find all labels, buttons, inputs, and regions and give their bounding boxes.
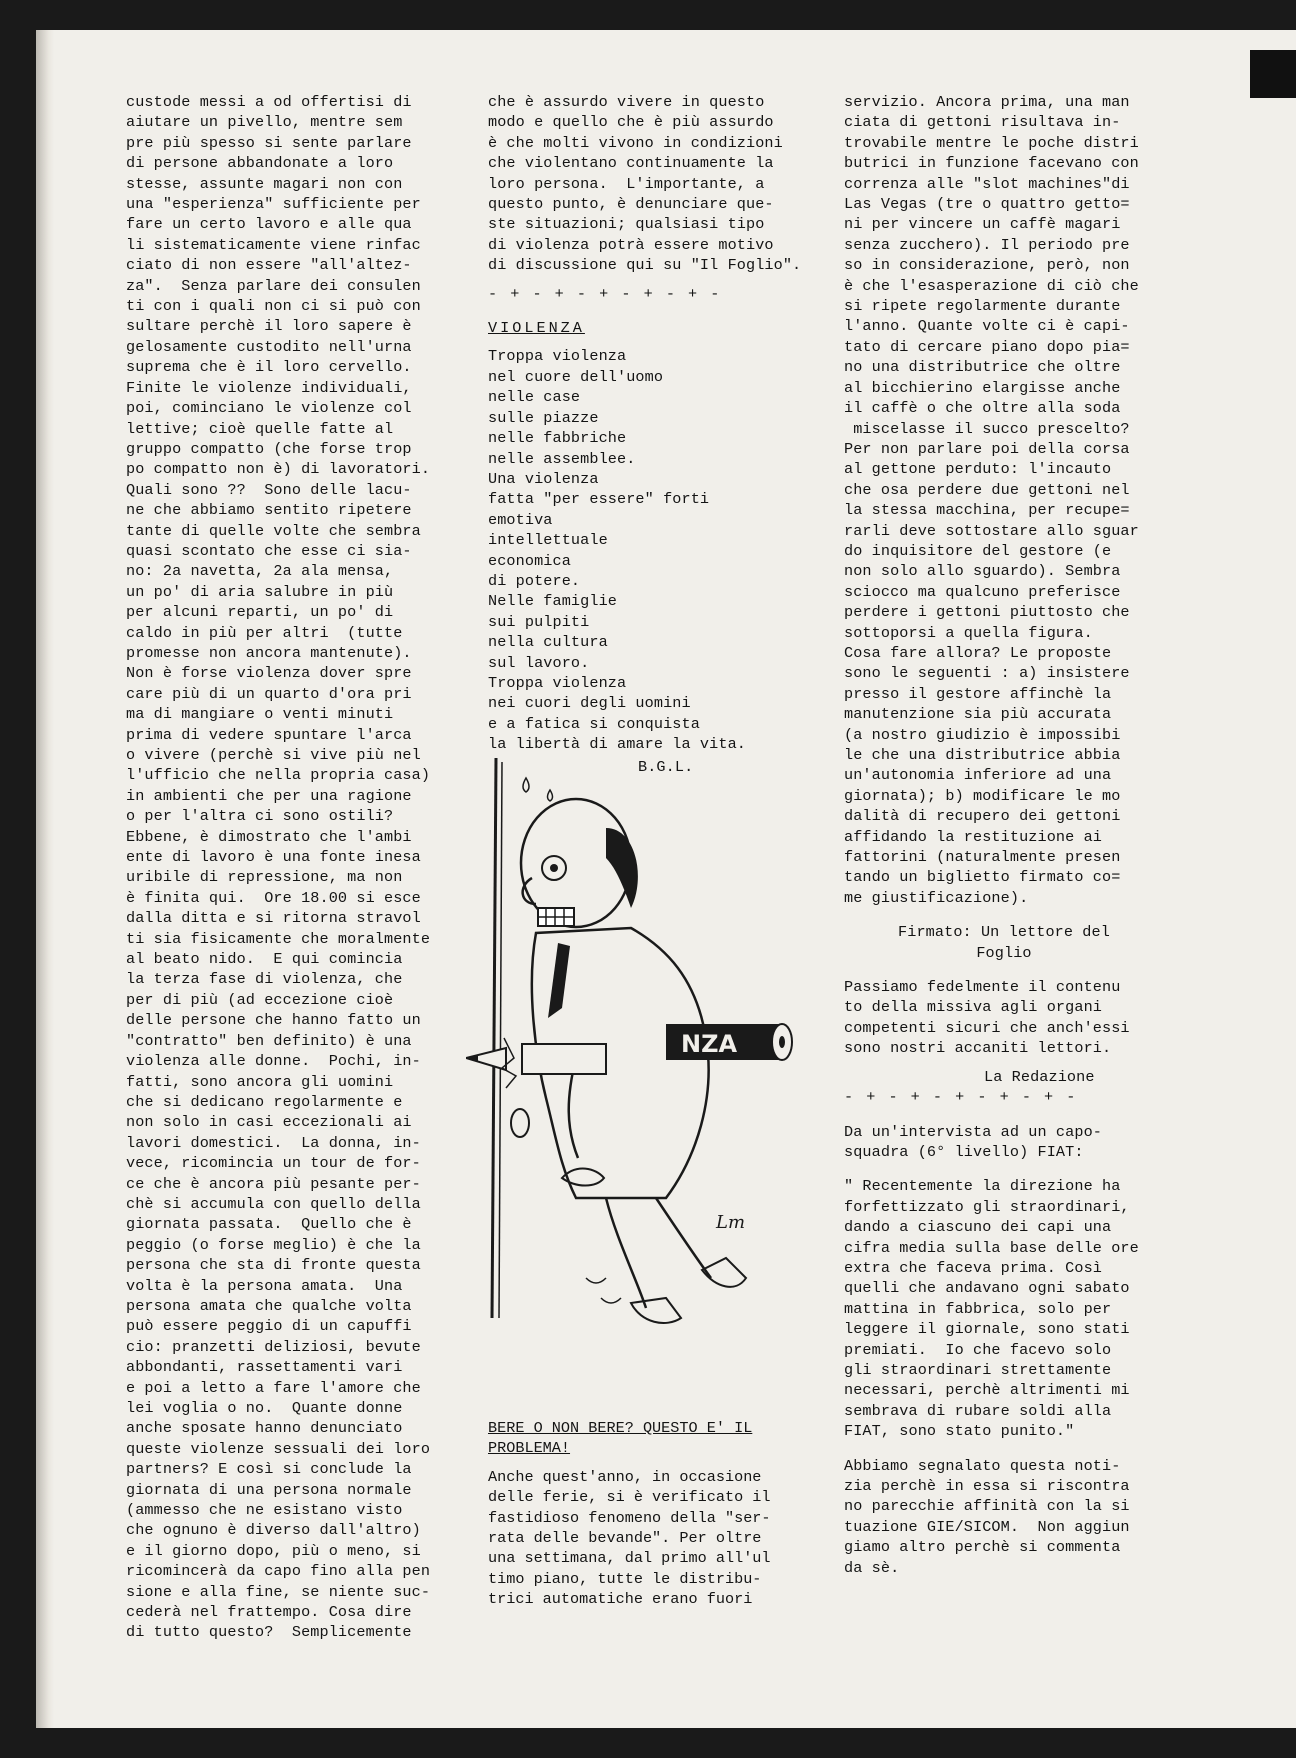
text-line: senza zucchero). Il periodo pre: [844, 235, 1130, 254]
text-line: non solo in casi eccezionali ai: [126, 1113, 412, 1132]
text-line: tante di quelle volte che sembra: [126, 521, 421, 540]
text-line: al bicchierino elargisse anche: [844, 378, 1121, 397]
article-heading: [488, 1418, 808, 1459]
text-line: l'anno. Quante volte ci è capi-: [844, 317, 1130, 336]
text-line: sultare perchè il loro sapere è: [126, 317, 412, 336]
poem-signature: B.G.L.: [638, 757, 694, 776]
text-line: tato di cercare piano dopo pia=: [844, 337, 1130, 356]
text-line: per di più (ad eccezione cioè: [126, 990, 394, 1009]
text-line: al beato nido. E qui comincia: [126, 950, 403, 969]
text-line: Abbiamo segnalato questa noti-: [844, 1456, 1121, 1475]
text-line: zia perchè in essa si riscontra: [844, 1477, 1130, 1495]
text-line: ciata di gettoni risultava in-: [844, 113, 1121, 132]
poem-line: nei cuori degli uomini: [488, 694, 691, 713]
redazione-signature: La Redazione: [984, 1067, 1095, 1086]
text-line: da sè.: [844, 1558, 900, 1577]
column-3-text-c: [844, 1122, 1164, 1163]
poem-line: fatta "per essere" forti: [488, 490, 710, 509]
text-line: e poi a letto a fare l'amore che: [126, 1378, 421, 1397]
quote-line: necessari, perchè altrimenti mi: [844, 1381, 1130, 1400]
text-line: ciato di non essere "all'altez-: [126, 256, 412, 275]
text-line: Per non parlare poi della corsa: [844, 439, 1130, 458]
poem-line: Una violenza: [488, 469, 599, 488]
text-line: violenza alle donne. Pochi, in-: [126, 1052, 421, 1071]
text-line: il caffè o che oltre alla soda: [844, 399, 1121, 418]
text-line: anche sposate hanno denunciato: [126, 1419, 403, 1438]
poem-line: sui pulpiti: [488, 612, 590, 631]
text-line: che ognuno è diverso dall'altro): [126, 1521, 421, 1540]
poem-line: nelle case: [488, 388, 581, 407]
pencil-label: NZA: [681, 1030, 738, 1058]
poem-line: sul lavoro.: [488, 653, 590, 672]
text-line: giornata di una persona normale: [126, 1480, 412, 1499]
text-line: ti sia fisicamente che moralmente: [126, 929, 431, 948]
text-line: Da un'intervista ad un capo-: [844, 1122, 1102, 1141]
poem-title: VIOLENZA: [488, 319, 585, 338]
text-line: prima di vedere spuntare l'arca: [126, 725, 412, 744]
quote-line: premiati. Io che facevo solo: [844, 1340, 1112, 1359]
text-line: persona amata che qualche volta: [126, 1296, 412, 1315]
text-line: che è assurdo vivere in questo: [488, 93, 765, 111]
text-line: so in considerazione, però, non: [844, 256, 1130, 275]
quote-line: extra che faceva prima. Così: [844, 1258, 1102, 1277]
column-2-bottom-article: [488, 1418, 808, 1610]
text-line: e il giorno dopo, più o meno, si: [126, 1541, 421, 1560]
text-line: do inquisitore del gestore (e: [844, 541, 1112, 560]
text-line: fare un certo lavoro e alle qua: [126, 215, 412, 234]
poem-line: sulle piazze: [488, 408, 599, 427]
text-line: correnza alle "slot machines"di: [844, 174, 1130, 193]
text-line: "contratto" ben definito) è una: [126, 1031, 412, 1050]
text-line: trovabile mentre le poche distri: [844, 133, 1139, 152]
text-line: giornata); b) modificare le mo: [844, 786, 1121, 805]
page-fold-shadow: [36, 30, 54, 1728]
text-line: può essere peggio di un capuffi: [126, 1317, 412, 1336]
quote-line: dando a ciascuno dei capi una: [844, 1218, 1112, 1237]
text-line: Ebbene, è dimostrato che l'ambi: [126, 827, 412, 846]
text-line: partners? E così si conclude la: [126, 1460, 412, 1479]
text-line: manutenzione sia più accurata: [844, 705, 1112, 724]
text-line: custode messi a od offertisi di: [126, 93, 412, 111]
text-line: delle persone che hanno fatto un: [126, 1011, 421, 1030]
column-1-text: [126, 92, 436, 1643]
poem-line: nel cuore dell'uomo: [488, 367, 664, 386]
text-line: dalla ditta e si ritorna stravol: [126, 909, 421, 928]
registration-mark: [1250, 30, 1296, 98]
text-line: fatti, sono ancora gli uomini: [126, 1072, 394, 1091]
text-line: (ammesso che ne esistano visto: [126, 1501, 403, 1520]
poem-line: nelle fabbriche: [488, 429, 627, 448]
signature-line: Foglio: [976, 943, 1032, 962]
text-line: ce che è ancora più pesante per-: [126, 1174, 421, 1193]
text-line: Finite le violenze individuali,: [126, 378, 412, 397]
text-line: ente di lavoro è una fonte inesa: [126, 848, 421, 867]
text-line: rata delle bevande". Per oltre: [488, 1529, 762, 1548]
text-line: le che una distributrice abbia: [844, 746, 1121, 764]
text-line: Anche quest'anno, in occasione: [488, 1467, 762, 1486]
text-line: uribile di repressione, ma non: [126, 868, 403, 887]
text-line: ricomincerà da capo fino alla pen: [126, 1562, 431, 1581]
text-line: la terza fase di violenza, che: [126, 970, 403, 989]
text-line: che violentano continuamente la: [488, 154, 774, 173]
text-line: ni per vincere un caffè magari: [844, 215, 1121, 234]
separator-line-2: - + - + - + - + - + -: [844, 1088, 1078, 1107]
text-line: una settimana, dal primo all'ul: [488, 1549, 771, 1568]
text-line: sione e alla fine, se niente suc-: [126, 1582, 431, 1601]
text-line: un'autonomia inferiore ad una: [844, 766, 1112, 785]
separator-line: - + - + - + - + - + -: [488, 284, 722, 303]
text-line: chè si accumula con quello della: [126, 1194, 421, 1213]
poem-line: Troppa violenza: [488, 347, 627, 366]
text-line: tuazione GIE/SICOM. Non aggiun: [844, 1517, 1130, 1536]
text-line: ti con i quali non ci si può con: [126, 297, 421, 316]
text-line: di persone abbandonate a loro: [126, 154, 394, 173]
text-line: ste situazioni; qualsiasi tipo: [488, 215, 765, 234]
text-line: sono le seguenti : a) insistere: [844, 664, 1130, 683]
text-line: butrici in funzione facevano con: [844, 154, 1139, 173]
quote-line: cifra media sulla base delle ore: [844, 1238, 1139, 1257]
quote-line: leggere il giornale, sono stati: [844, 1320, 1130, 1339]
text-line: l'ufficio che nella propria casa): [126, 766, 431, 785]
text-line: delle ferie, si è verificato il: [488, 1488, 771, 1507]
text-line: o vivere (perchè si vive più nel: [126, 746, 421, 764]
column-1: [126, 92, 436, 1643]
text-line: za". Senza parlare dei consulen: [126, 276, 421, 295]
text-line: non solo allo sguardo). Sembra: [844, 562, 1121, 581]
column-2: [488, 92, 802, 777]
text-line: sottoporsi a quella figura.: [844, 623, 1093, 642]
quote-line: gli straordinari strettamente: [844, 1360, 1112, 1379]
quote-line: mattina in fabbrica, solo per: [844, 1299, 1112, 1318]
text-line: in ambienti che per una ragione: [126, 786, 412, 805]
text-line: gelosamente custodito nell'urna: [126, 337, 412, 356]
text-line: di violenza potrà essere motivo: [488, 235, 774, 254]
text-line: fattorini (naturalmente presen: [844, 848, 1121, 867]
text-line: persona che sta di fronte questa: [126, 1256, 421, 1275]
text-line: care più di un quarto d'ora pri: [126, 684, 412, 703]
text-line: no: 2a navetta, 2a ala mensa,: [126, 562, 394, 581]
quote-line: FIAT, sono stato punito.": [844, 1422, 1075, 1441]
poem-line: nella cultura: [488, 633, 608, 652]
quote-line: forfettizzato gli straordinari,: [844, 1197, 1130, 1216]
text-line: fastidioso fenomeno della "ser-: [488, 1508, 771, 1527]
artist-signature: Lm: [716, 1212, 746, 1233]
text-line: per alcuni reparti, un po' di: [126, 603, 394, 622]
poem-line: di potere.: [488, 571, 581, 590]
text-line: al gettone perduto: l'incauto: [844, 460, 1112, 479]
quote-line: sembrava di rubare soldi alla: [844, 1401, 1112, 1420]
text-line: volta è la persona amata. Una: [126, 1276, 403, 1295]
text-line: tando un biglietto firmato co=: [844, 868, 1121, 887]
poem-line: intellettuale: [488, 531, 608, 550]
text-line: cederà nel frattempo. Cosa dire: [126, 1603, 412, 1622]
text-line: lei voglia o no. Quante donne: [126, 1399, 403, 1417]
quote-line: quelli che andavano ogni sabato: [844, 1279, 1130, 1298]
poem-line: Nelle famiglie: [488, 592, 617, 611]
text-line: peggio (o forse meglio) è che la: [126, 1235, 421, 1254]
text-line: Cosa fare allora? Le proposte: [844, 643, 1112, 662]
text-line: no parecchie affinità con la si: [844, 1497, 1130, 1516]
heading-line: PROBLEMA!: [488, 1439, 571, 1458]
poem-text: [488, 346, 798, 754]
column-2-intro-text: [488, 92, 802, 276]
text-line: o per l'altra ci sono ostili?: [126, 807, 394, 826]
text-line: poi, cominciano le violenze col: [126, 399, 412, 418]
poem-line: nelle assemblee.: [488, 449, 636, 468]
text-line: servizio. Ancora prima, una man: [844, 93, 1130, 111]
text-line: squadra (6° livello) FIAT:: [844, 1142, 1084, 1161]
text-line: to della missiva agli organi: [844, 998, 1102, 1017]
text-line: cio: pranzetti deliziosi, bevute: [126, 1337, 421, 1356]
text-line: promesse non ancora mantenute).: [126, 643, 412, 662]
text-line: questo punto, è denunciare que-: [488, 195, 774, 214]
text-line: modo e quello che è più assurdo: [488, 113, 774, 132]
text-line: vece, ricomincia un tour de for-: [126, 1154, 421, 1173]
text-line: la stessa macchina, per recupe=: [844, 501, 1130, 520]
text-line: aiutare un pivello, mentre sem: [126, 113, 403, 132]
text-line: perdere i gettoni piuttosto che: [844, 603, 1130, 622]
text-line: affidando la restituzione ai: [844, 827, 1102, 846]
text-line: stesse, assunte magari non con: [126, 174, 403, 193]
poem-line: economica: [488, 551, 571, 570]
text-line: si ripete regolarmente durante: [844, 297, 1121, 316]
text-line: giornata passata. Quello che è: [126, 1215, 412, 1234]
poem-line: e a fatica si conquista: [488, 714, 700, 733]
cartoon-illustration: [466, 758, 796, 1338]
text-line: lettive; cioè quelle fatte al: [126, 419, 394, 438]
text-line: di discussione qui su "Il Foglio".: [488, 256, 802, 275]
text-line: ma di mangiare o venti minuti: [126, 705, 394, 724]
text-line: miscelasse il succo prescelto?: [844, 419, 1130, 438]
column-3-text-b: [844, 977, 1164, 1059]
text-line: me giustificazione).: [844, 888, 1029, 907]
text-line: sciocco ma qualcuno preferisce: [844, 582, 1121, 601]
signed-by: [844, 922, 1164, 963]
poem-line: Troppa violenza: [488, 673, 627, 692]
column-3-text-a: [844, 92, 1164, 908]
text-line: caldo in più per altri (tutte: [126, 623, 403, 642]
text-line: è finita qui. Ore 18.00 si esce: [126, 888, 421, 907]
text-line: competenti sicuri che anch'essi: [844, 1018, 1130, 1037]
poem-line: la libertà di amare la vita.: [488, 735, 746, 754]
text-line: una "esperienza" sufficiente per: [126, 195, 421, 214]
text-line: che si dedicano regolarmente e: [126, 1092, 403, 1111]
text-line: è che molti vivono in condizioni: [488, 133, 783, 152]
paper-page: [36, 30, 1296, 1728]
text-line: Passiamo fedelmente il contenu: [844, 978, 1121, 997]
article-text: [488, 1467, 808, 1610]
column-3-text-e: [844, 1456, 1164, 1578]
text-line: queste violenze sessuali dei loro: [126, 1439, 431, 1458]
text-line: abbondanti, rassettamenti vari: [126, 1358, 403, 1377]
text-line: di tutto questo? Semplicemente: [126, 1623, 412, 1642]
interview-quote: [844, 1176, 1164, 1441]
text-line: Quali sono ?? Sono delle lacu-: [126, 480, 412, 499]
text-line: presso il gestore affinchè la: [844, 684, 1112, 703]
poem-line: emotiva: [488, 510, 553, 529]
text-line: pre più spesso si sente parlare: [126, 133, 412, 152]
column-3: [844, 92, 1164, 1578]
text-line: un po' di aria salubre in più: [126, 582, 394, 601]
text-line: (a nostro giudizio è impossibi: [844, 725, 1121, 744]
text-line: che osa perdere due gettoni nel: [844, 480, 1130, 499]
text-line: rarli deve sottostare allo sguar: [844, 521, 1139, 540]
text-line: loro persona. L'importante, a: [488, 174, 765, 193]
text-line: no una distributrice che oltre: [844, 358, 1121, 377]
text-line: suprema che è il loro cervello.: [126, 358, 412, 377]
quote-line: " Recentemente la direzione ha: [844, 1177, 1121, 1196]
text-line: dalità di recupero dei gettoni: [844, 807, 1121, 826]
text-line: li sistematicamente viene rinfac: [126, 235, 421, 254]
text-line: quasi scontato che esse ci sia-: [126, 541, 412, 560]
text-line: ne che abbiamo sentito ripetere: [126, 501, 412, 520]
text-line: sono nostri accaniti lettori.: [844, 1039, 1112, 1058]
text-line: timo piano, tutte le distribu-: [488, 1569, 762, 1588]
text-line: giamo altro perchè si commenta: [844, 1538, 1121, 1557]
text-line: gruppo compatto (che forse trop: [126, 439, 412, 458]
text-line: Non è forse violenza dover spre: [126, 664, 412, 683]
text-line: lavori domestici. La donna, in-: [126, 1133, 421, 1152]
text-line: po compatto non è) di lavoratori.: [126, 460, 431, 479]
text-line: è che l'esasperazione di ciò che: [844, 276, 1139, 295]
signature-line: Firmato: Un lettore del: [898, 923, 1110, 942]
heading-line: BERE O NON BERE? QUESTO E' IL: [488, 1419, 753, 1437]
text-line: Las Vegas (tre o quattro getto=: [844, 195, 1130, 214]
text-line: trici automatiche erano fuori: [488, 1590, 753, 1609]
